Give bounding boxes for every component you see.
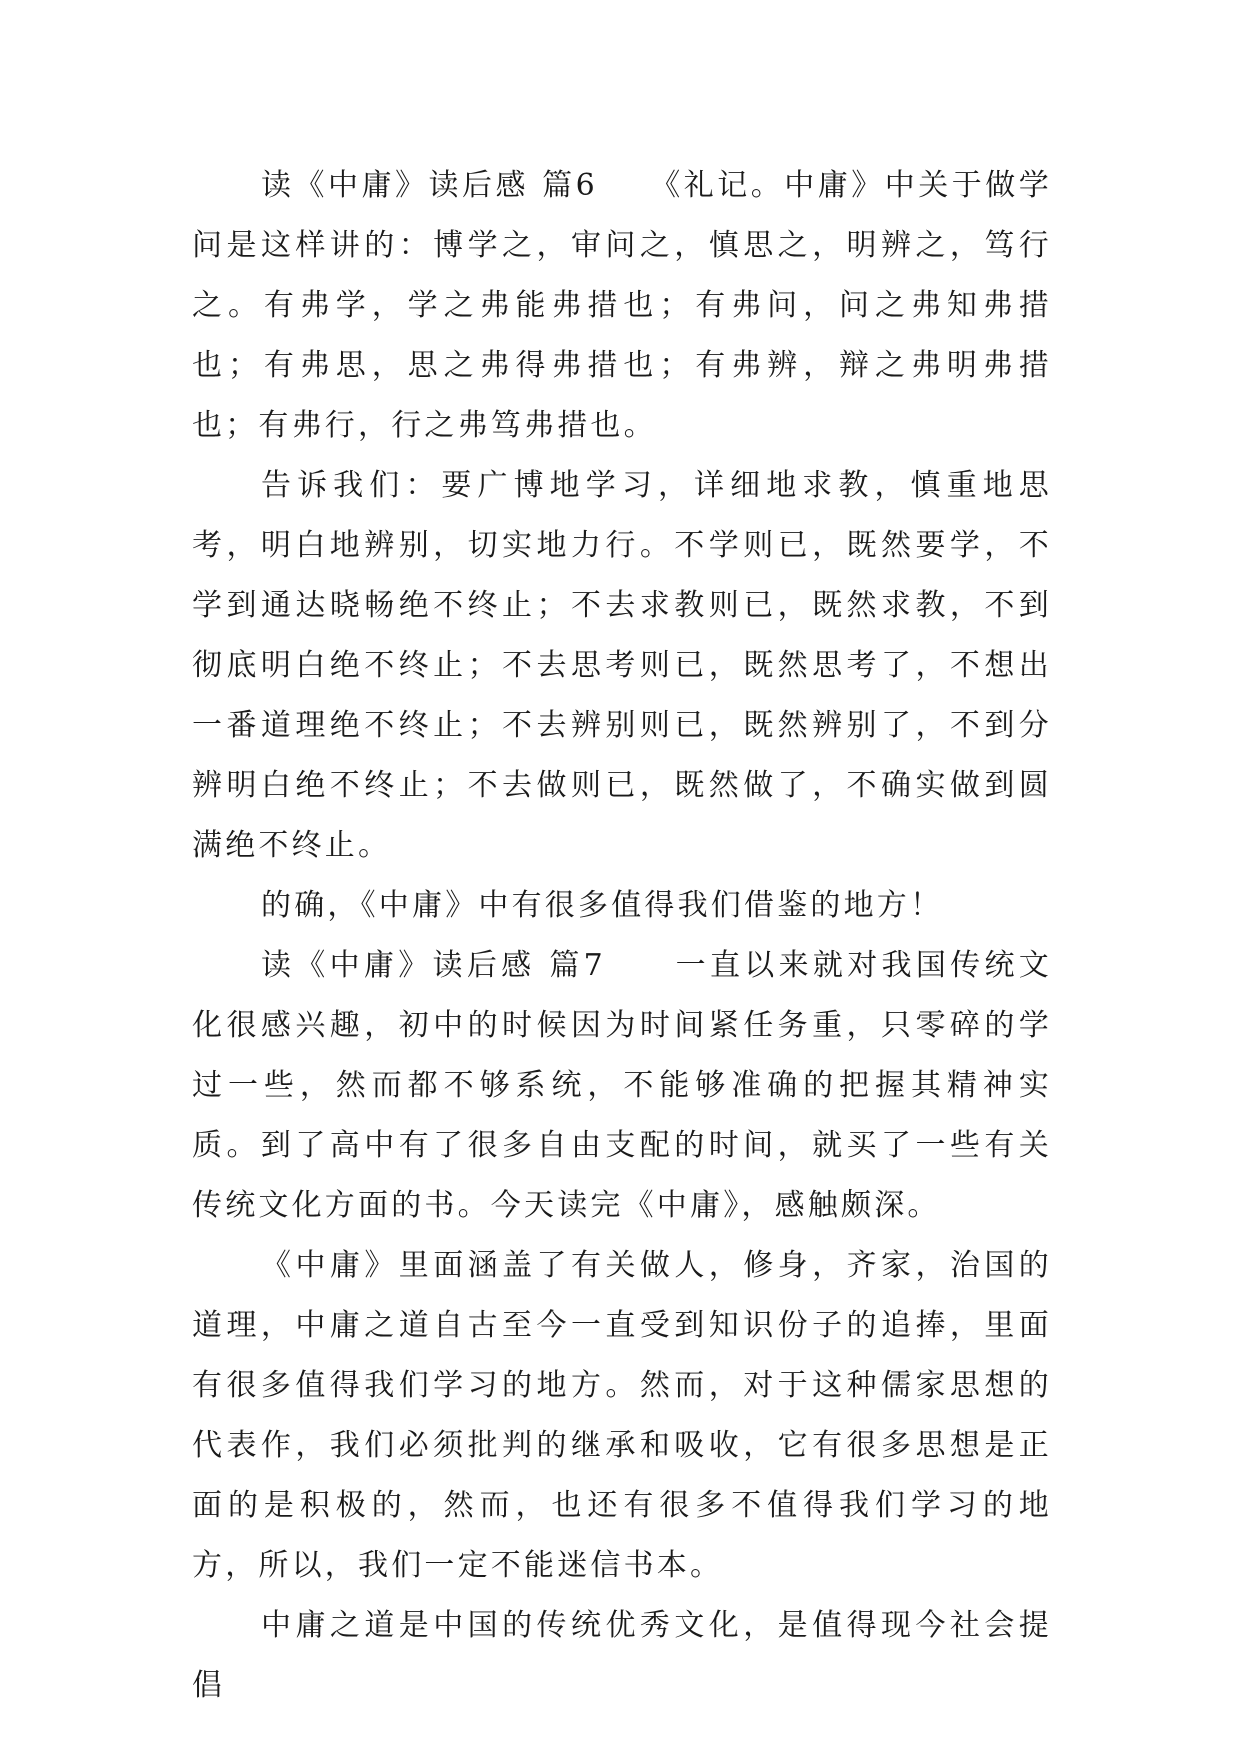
document-body [192, 156, 1052, 1716]
paragraph-4: 读《中庸》读后感 篇7 一直以来就对我国传统文化很感兴趣，初中的时候因为时间紧任务重，只零碎的学过一些，然而都不够系统，不能够准确的把握其精神实质。到了高中有了很多自由支配的时间，就买了一些有关传统文化方面的书。今天读完《中庸》，感触颇深。 [192, 948, 1052, 1223]
paragraph-1: 读《中庸》读后感 篇6 《礼记。中庸》中关于做学问是这样讲的：博学之，审问之，慎思之，明辨之，笃行之。有弗学，学之弗能弗措也；有弗问，问之弗知弗措也；有弗思，思之弗得弗措也；有弗辨，辩之弗明弗措也；有弗行，行之弗笃弗措也。 [192, 168, 1052, 443]
paragraph-2: 告诉我们：要广博地学习，详细地求教，慎重地思考，明白地辨别，切实地力行。不学则已，既然要学，不学到通达晓畅绝不终止；不去求教则已，既然求教，不到彻底明白绝不终止；不去思考则已，既然思考了，不想出一番道理绝不终止；不去辨别则已，既然辨别了，不到分辨明白绝不终止；不去做则已，既然做了，不确实做到圆满绝不终止。 [192, 468, 1052, 863]
paragraph-3: 的确，《中庸》中有很多值得我们借鉴的地方！ [261, 888, 944, 923]
paragraph-6: 中庸之道是中国的传统优秀文化，是值得现今社会提倡 [192, 1608, 1052, 1703]
paragraph-5: 《中庸》里面涵盖了有关做人，修身，齐家，治国的道理，中庸之道自古至今一直受到知识份子的追捧，里面有很多值得我们学习的地方。然而，对于这种儒家思想的代表作，我们必须批判的继承和吸收，它有很多思想是正面的是积极的，然而，也还有很多不值得我们学习的地方，所以，我们一定不能迷信书本。 [192, 1248, 1052, 1583]
